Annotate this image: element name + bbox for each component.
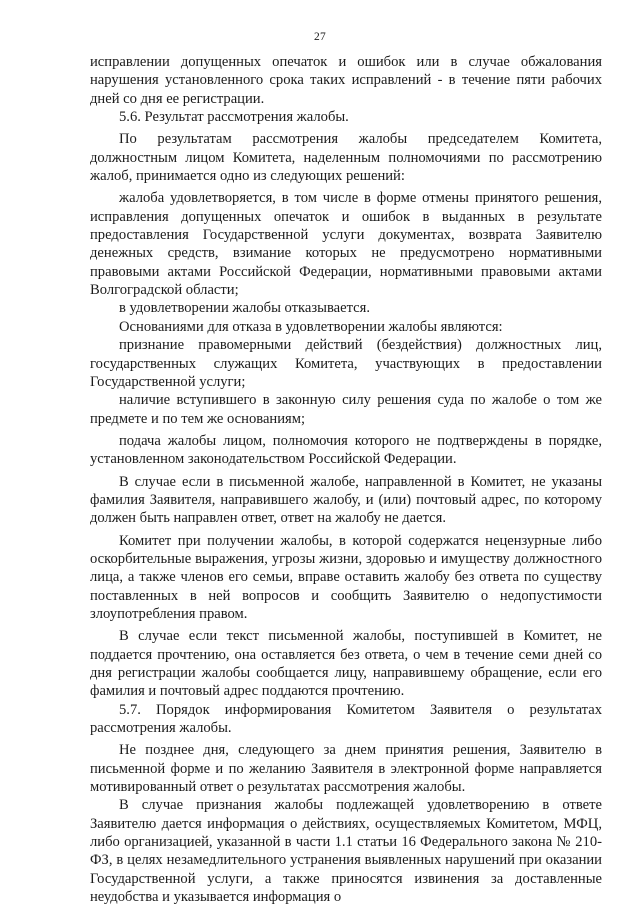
page-number: 27 [313,31,327,43]
list-item: подача жалобы лицом, полномочия которого не подтверждены в порядке, установленном законодательством Российской Федерации. [90,432,602,468]
document-body [90,53,602,906]
list-item: признание правомерными действий (бездействия) должностных лиц, государственных служащих Комитета, участвующих в предоставлении Государственной услуги; [90,337,602,390]
list-item: жалоба удовлетворяется, в том числе в форме отмены принятого решения, исправления допущенных опечаток и ошибок в выданных в результате предоставления Государственной услуги документах, возврата Заявителю денежных средств, взимание которых не предусмотрено нормативными правовыми актами Российской Федерации, нормативными правовыми актами Волгоградской области; [90,190,602,299]
section-heading-5-6: 5.6. Результат рассмотрения жалобы. [119,109,349,126]
paragraph: В случае если в письменной жалобе, направленной в Комитет, не указаны фамилия Заявителя, направившего жалобу, и (или) почтовый адрес, по которому должен быть направлен ответ, ответ на жалобу не дается. [90,473,602,527]
list-item: в удовлетворении жалобы отказывается. [119,300,371,317]
paragraph-continuation: исправлении допущенных опечаток и ошибок или в случае обжалования нарушения установленного срока таких исправлений - в течение пяти рабочих дней со дня ее регистрации. [90,54,602,107]
paragraph: В случае если текст письменной жалобы, поступившей в Комитет, не поддается прочтению, она оставляется без ответа, о чем в течение семи дней со дня регистрации жалобы сообщается лицу, направившему обращение, если его фамилия и почтовый адрес поддаются прочтению. [90,628,602,700]
paragraph: Не позднее дня, следующего за днем принятия решения, Заявителю в письменной форме и по желанию Заявителя в электронной форме направляется мотивированный ответ о результатах рассмотрения жалобы. [90,742,602,796]
section-heading-5-7: 5.7. Порядок информирования Комитетом Заявителя о результатах рассмотрения жалобы. [90,701,602,737]
paragraph: В случае признания жалобы подлежащей удовлетворению в ответе Заявителю дается информация о действиях, осуществляемых Комитетом, МФЦ, либо организацией, указанной в части 1.1 статьи 16 Федерального закона № 210-ФЗ, в целях незамедлительного устранения выявленных нарушений при оказании Государственной услуги, а также приносятся извинения за доставленные неудобства и указывается информация о [90,797,602,906]
paragraph: Комитет при получении жалобы, в которой содержатся нецензурные либо оскорбительные выражения, угрозы жизни, здоровью и имуществу должностного лица, а также членов его семьи, вправе оставить жалобу без ответа по существу поставленных в ней вопросов и сообщить Заявителю о недопустимости злоупотребления правом. [90,532,602,622]
paragraph: По результатам рассмотрения жалобы председателем Комитета, должностным лицом Комитета, наделенным полномочиями по рассмотрению жалоб, принимается одно из следующих решений: [90,131,602,185]
list-item: наличие вступившего в законную силу решения суда по жалобе о том же предмете и по тем же основаниям; [90,392,602,427]
paragraph: Основаниями для отказа в удовлетворении жалобы являются: [119,318,503,335]
